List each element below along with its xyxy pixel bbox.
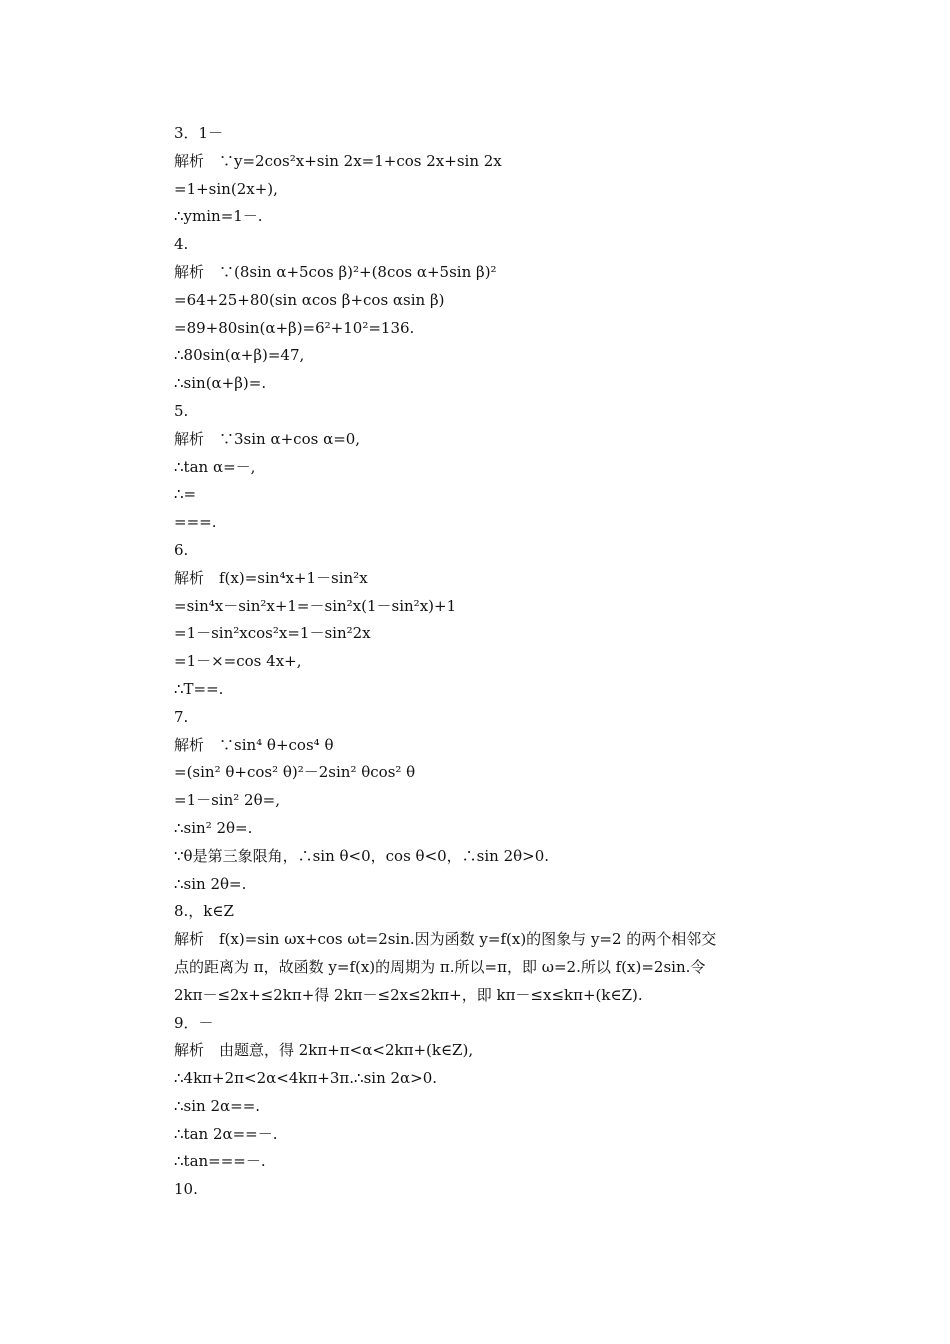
text-line: 10.: [174, 1180, 198, 1199]
text-line: ∴=: [174, 485, 197, 504]
text-line: ∴4kπ+2π<2α<4kπ+3π.∴sin 2α>0.: [174, 1069, 438, 1088]
text-line: =1+sin(2x+),: [174, 179, 278, 198]
text-line: =(sin² θ+cos² θ)²－2sin² θcos² θ: [174, 763, 416, 782]
text-line: ∴tan===－.: [174, 1152, 266, 1171]
text-line: ∵θ是第三象限角，∴sin θ<0，cos θ<0，∴sin 2θ>0.: [174, 846, 550, 865]
text-line: ∴sin² 2θ=.: [174, 818, 253, 837]
text-line: 解析 f(x)=sin ωx+cos ωt=2sin.因为函数 y=f(x)的图象与 y=2 的两个相邻交: [174, 930, 717, 949]
text-line: =89+80sin(α+β)=6²+10²=136.: [174, 318, 415, 337]
solution-document: [174, 120, 814, 1204]
text-line: 7.: [174, 707, 189, 726]
text-line: 4.: [174, 235, 189, 254]
text-line: ∴sin(α+β)=.: [174, 374, 267, 393]
text-line: 3．1－: [174, 124, 224, 142]
text-line: 点的距离为 π，故函数 y=f(x)的周期为 π.所以=π，即 ω=2.所以 f(x)=2sin.令: [174, 957, 706, 976]
text-line: =1－×=cos 4x+,: [174, 652, 302, 671]
text-line: 9．－: [174, 1013, 214, 1032]
text-line: ∴ymin=1－.: [174, 207, 263, 226]
text-line: 解析 ∵y=2cos²x+sin 2x=1+cos 2x+sin 2x: [174, 151, 502, 170]
text-line: ===.: [174, 513, 217, 532]
text-line: =1－sin²xcos²x=1－sin²2x: [174, 624, 371, 643]
text-line: ∴tan 2α==－.: [174, 1124, 278, 1143]
text-line: 2kπ－≤2x+≤2kπ+得 2kπ－≤2x≤2kπ+，即 kπ－≤x≤kπ+(k∈Z).: [174, 985, 643, 1004]
text-line: ∴tan α=－,: [174, 457, 256, 476]
text-line: =64+25+80(sin αcos β+cos αsin β): [174, 290, 445, 309]
text-line: 5.: [174, 401, 189, 420]
text-line: ∴sin 2α==.: [174, 1096, 261, 1115]
text-line: 解析 ∵sin⁴ θ+cos⁴ θ: [174, 735, 334, 754]
text-line: ∴T==.: [174, 679, 224, 698]
text-line: 解析 ∵(8sin α+5cos β)²+(8cos α+5sin β)²: [174, 262, 497, 281]
text-line: ∴80sin(α+β)=47,: [174, 346, 305, 365]
text-line: =sin⁴x－sin²x+1=－sin²x(1－sin²x)+1: [174, 596, 457, 615]
text-line: 解析 ∵3sin α+cos α=0,: [174, 429, 361, 448]
text-line: 解析 f(x)=sin⁴x+1－sin²x: [174, 568, 368, 587]
text-line: 8.，k∈Z: [174, 902, 234, 921]
text-line: 6.: [174, 540, 189, 559]
text-line: ∴sin 2θ=.: [174, 874, 247, 893]
text-line: =1－sin² 2θ=,: [174, 791, 280, 810]
text-line: 解析 由题意，得 2kπ+π<α<2kπ+(k∈Z),: [174, 1041, 474, 1060]
